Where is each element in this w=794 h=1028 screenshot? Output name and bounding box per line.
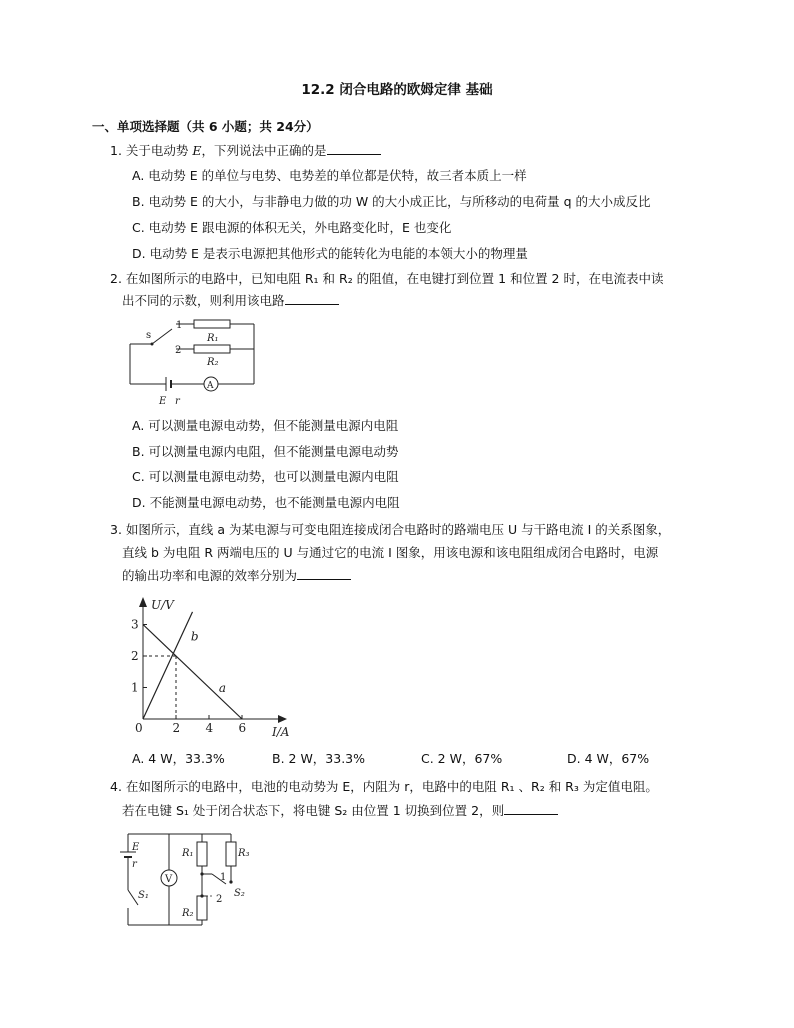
q3-option-a[interactable]: A. 4 W，33.3%: [132, 751, 225, 766]
q2-stem-line2-text: 出不同的示数，则利用该电路: [122, 293, 285, 308]
q1-option-d[interactable]: D. 电动势 E 是表示电源把其他形式的能转化为电能的本领大小的物理量: [132, 246, 528, 261]
q4-s1-label: S₁: [138, 890, 149, 901]
q2-ammeter-label: A: [207, 381, 214, 391]
chart-y-tick-label: 1: [131, 680, 139, 695]
chart-x-tick-label: 6: [238, 721, 247, 735]
page-title: 12.2 闭合电路的欧姆定律 基础: [301, 82, 493, 98]
q1-stem-b: ，下列说法中正确的是: [201, 143, 327, 158]
q2-r2-label: R₂: [207, 357, 219, 368]
q4-voltmeter-label: V: [165, 874, 173, 885]
q4-stem-line2-text: 若在电键 S₁ 处于闭合状态下，将电键 S₂ 由位置 1 切换到位置 2，则: [122, 803, 505, 818]
q4-r2-label: R₂: [182, 908, 194, 919]
q4-r3-label: R₃: [238, 848, 250, 859]
q2-option-b[interactable]: B. 可以测量电源内电阻，但不能测量电源电动势: [132, 444, 399, 459]
q2-circuit-diagram: [122, 316, 262, 408]
q1-option-b[interactable]: B. 电动势 E 的大小，与非静电力做的功 W 的大小成正比，与所移动的电荷量 q 的大小成反比: [132, 194, 651, 209]
question-4-stem-line1: 4. 在如图所示的电路中，电池的电动势为 E，内阻为 r，电路中的电阻 R₁ 、R₂ 和 R₃ 为定值电阻。: [110, 779, 658, 794]
chart-series-label-b: b: [190, 629, 199, 644]
q2-position-2-label: 2: [175, 345, 182, 356]
q3-option-d[interactable]: D. 4 W，67%: [567, 751, 650, 766]
q4-s2-label: S₂: [234, 888, 245, 899]
question-3-stem-line2: 直线 b 为电阻 R 两端电压的 U 与通过它的电流 I 图象，用该电源和该电阻组成闭合电路时，电源: [122, 545, 659, 560]
q4-answer-blank[interactable]: [504, 802, 558, 815]
q1-option-a[interactable]: A. 电动势 E 的单位与电势、电势差的单位都是伏特，故三者本质上一样: [132, 168, 527, 183]
chart-series-label-a: a: [218, 681, 227, 696]
q2-answer-blank[interactable]: [285, 292, 339, 305]
q3-answer-blank[interactable]: [297, 567, 351, 580]
q4-position-1-label: 1: [220, 872, 227, 883]
chart-y-axis-label: U/V: [151, 598, 174, 612]
q2-option-d[interactable]: D. 不能测量电源电动势，也不能测量电源内电阻: [132, 495, 400, 510]
q4-circuit-diagram: [124, 830, 254, 932]
q1-var-e: E: [192, 143, 202, 158]
question-1-stem: [110, 141, 381, 161]
question-3-stem-line1: 3. 如图所示，直线 a 为某电源与可变电阻连接成闭合电路时的路端电压 U 与干路电流 I 的关系图象，: [110, 522, 671, 537]
q2-switch-label: s: [146, 330, 152, 341]
chart-y-tick-label: 3: [131, 617, 139, 632]
q3-option-c[interactable]: C. 2 W，67%: [421, 751, 503, 766]
q3-stem-line3-text: 的输出功率和电源的效率分别为: [122, 568, 298, 583]
q2-emf-label: E: [159, 396, 167, 407]
q2-position-1-label: 1: [176, 320, 183, 331]
q2-option-c[interactable]: C. 可以测量电源电动势，也可以测量电源内电阻: [132, 469, 399, 484]
section-heading: 一、单项选择题（共 6 小题；共 24分）: [92, 119, 319, 134]
q4-position-2-label: 2: [216, 894, 223, 905]
question-2-stem-line1: 2. 在如图所示的电路中，已知电阻 R₁ 和 R₂ 的阻值，在电键打到位置 1 和位置 2 时，在电流表中读: [110, 271, 664, 286]
q3-option-b[interactable]: B. 2 W，33.3%: [272, 751, 366, 766]
question-4-stem-line2: [122, 801, 558, 821]
q4-internal-r-label: r: [132, 859, 137, 870]
q3-ui-graph: [125, 595, 290, 743]
q4-r1-label: R₁: [182, 848, 194, 859]
q1-stem-a: 1. 关于电动势: [110, 143, 189, 158]
chart-x-tick-label: 0: [135, 721, 143, 735]
q1-option-c[interactable]: C. 电动势 E 跟电源的体积无关，外电路变化时，E 也变化: [132, 220, 452, 235]
chart-x-tick-label: 2: [172, 721, 181, 735]
chart-x-axis-label: I/A: [272, 725, 290, 739]
question-3-stem-line3: [122, 566, 351, 586]
chart-x-tick-label: 4: [205, 721, 214, 735]
q4-emf-label: E: [132, 842, 140, 853]
q2-r1-label: R₁: [207, 333, 219, 344]
q1-answer-blank[interactable]: [327, 142, 381, 155]
question-2-stem-line2: [122, 291, 339, 311]
chart-y-tick-label: 2: [131, 649, 139, 663]
q2-option-a[interactable]: A. 可以测量电源电动势，但不能测量电源内电阻: [132, 418, 399, 433]
q2-internal-r-label: r: [175, 396, 180, 407]
